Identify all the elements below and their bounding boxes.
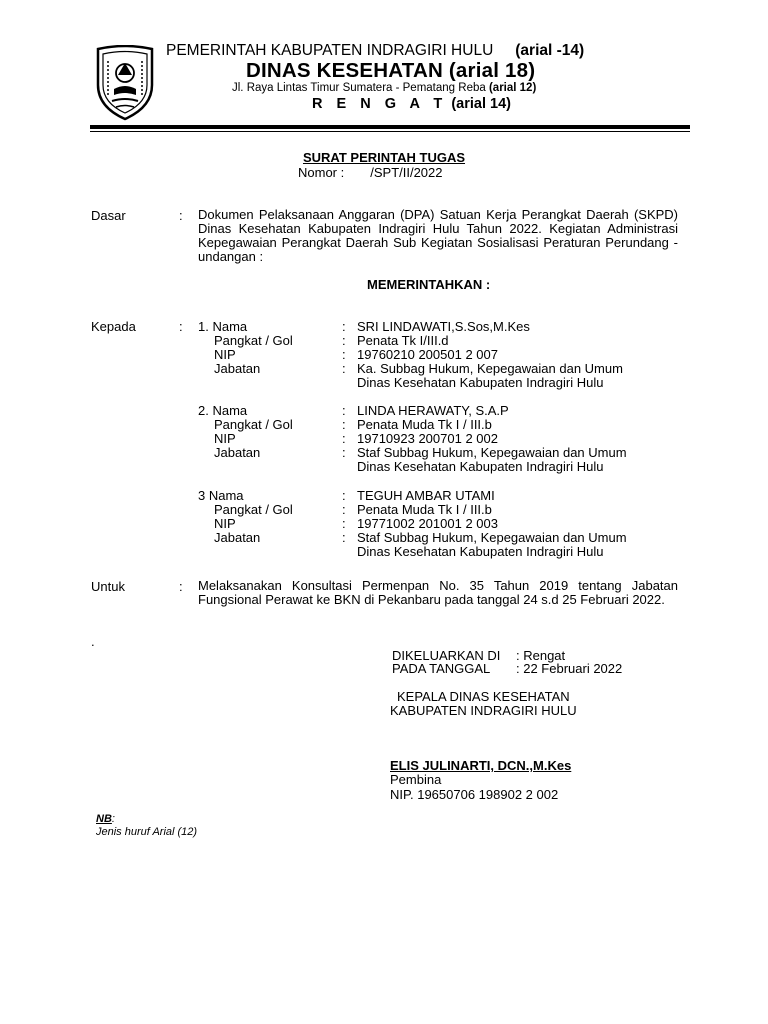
person-2-jabatan-line-2: Dinas Kesehatan Kabupaten Indragiri Hulu xyxy=(357,459,604,474)
person-2-jabatan-line-1: Staf Subbag Hukum, Kepegawaian dan Umum xyxy=(357,445,627,460)
header-address: Jl. Raya Lintas Timur Sumatera - Pematang Reba (arial 12) xyxy=(232,82,537,94)
person-3-colon: : xyxy=(342,516,346,531)
person-1-pangkat: Penata Tk I/III.d xyxy=(357,333,449,348)
signatory-office-line-2: KABUPATEN INDRAGIRI HULU xyxy=(390,703,577,718)
header-agency-name: DINAS KESEHATAN (arial 18) xyxy=(246,59,536,82)
person-2-number-label: 2. Nama xyxy=(198,403,248,418)
note-text: Jenis huruf Arial (12) xyxy=(96,826,198,838)
letter-title: SURAT PERINTAH TUGAS xyxy=(302,150,466,165)
issued-date-value: : 22 Februari 2022 xyxy=(516,661,623,676)
person-2-colon: : xyxy=(342,431,346,446)
memerintahkan-heading: MEMERINTAHKAN : xyxy=(367,277,491,292)
person-3-colon: : xyxy=(342,502,346,517)
person-1-pangkat-label: Pangkat / Gol xyxy=(214,333,293,348)
kepada-colon: : xyxy=(179,319,183,334)
dasar-label: Dasar xyxy=(91,208,126,223)
dasar-colon: : xyxy=(179,208,183,223)
person-1-jabatan-line-2: Dinas Kesehatan Kabupaten Indragiri Hulu xyxy=(357,375,604,390)
letter-number: Nomor : /SPT/II/2022 xyxy=(298,165,443,180)
person-2-colon: : xyxy=(342,417,346,432)
person-1-nip-label: NIP xyxy=(214,347,236,362)
signatory-office-line-1: KEPALA DINAS KESEHATAN xyxy=(397,689,570,704)
person-3-nip-label: NIP xyxy=(214,516,236,531)
signatory-nip: NIP. 19650706 198902 2 002 xyxy=(390,787,559,802)
person-2-pangkat-label: Pangkat / Gol xyxy=(214,417,293,432)
stray-dot: . xyxy=(91,634,95,649)
issued-place-value: : Rengat xyxy=(516,648,566,663)
header-city: R E N G A T (arial 14) xyxy=(312,96,511,112)
dasar-text: Dokumen Pelaksanaan Anggaran (DPA) Satuan Kerja Perangkat Daerah (SKPD) Dinas Kesehatan Kabupaten Indragiri Hulu Tahun 2022. Kegiatan Administrasi Kepegawaian Perangkat Daerah Sub Kegiatan Sosialisasi Peraturan Perundang - undangan : xyxy=(198,207,678,264)
person-1-nip: 19760210 200501 2 007 xyxy=(357,347,498,362)
person-3-colon: : xyxy=(342,530,346,545)
untuk-colon: : xyxy=(179,579,183,594)
header-rule-thick xyxy=(90,125,690,129)
untuk-text: Melaksanakan Konsultasi Permenpan No. 35 Tahun 2019 tentang Jabatan Fungsional Perawat ke BKN di Pekanbaru pada tanggal 24 s.d 25 Februari 2022. xyxy=(198,578,678,607)
person-1-jabatan-label: Jabatan xyxy=(214,361,261,376)
person-3-jabatan-line-1: Staf Subbag Hukum, Kepegawaian dan Umum xyxy=(357,530,627,545)
issued-date-label: PADA TANGGAL xyxy=(392,661,491,676)
header-rule-thin xyxy=(90,131,690,132)
person-2-nip-label: NIP xyxy=(214,431,236,446)
person-2-colon: : xyxy=(342,403,346,418)
person-2-nip: 19710923 200701 2 002 xyxy=(357,431,498,446)
signatory-rank: Pembina xyxy=(390,772,442,787)
person-1-colon: : xyxy=(342,319,346,334)
person-2-name: LINDA HERAWATY, S.A.P xyxy=(357,403,509,418)
person-2-colon: : xyxy=(342,445,346,460)
person-2-pangkat: Penata Muda Tk I / III.b xyxy=(357,417,492,432)
person-3-pangkat-label: Pangkat / Gol xyxy=(214,502,293,517)
person-3-colon: : xyxy=(342,488,346,503)
person-3-pangkat: Penata Muda Tk I / III.b xyxy=(357,502,492,517)
person-3-nip: 19771002 201001 2 003 xyxy=(357,516,498,531)
signatory-name: ELIS JULINARTI, DCN.,M.Kes xyxy=(390,758,572,773)
person-3-name: TEGUH AMBAR UTAMI xyxy=(357,488,495,503)
person-3-jabatan-line-2: Dinas Kesehatan Kabupaten Indragiri Hulu xyxy=(357,544,604,559)
regency-emblem-logo xyxy=(94,45,156,121)
note-label: NB: xyxy=(96,813,115,825)
person-1-colon: : xyxy=(342,347,346,362)
person-3-jabatan-label: Jabatan xyxy=(214,530,261,545)
untuk-label: Untuk xyxy=(91,579,125,594)
issued-place-label: DIKELUARKAN DI xyxy=(392,648,501,663)
person-1-jabatan-line-1: Ka. Subbag Hukum, Kepegawaian dan Umum xyxy=(357,361,623,376)
header-government-name: PEMERINTAH KABUPATEN INDRAGIRI HULU (arial -14) xyxy=(166,42,585,59)
person-3-number-label: 3 Nama xyxy=(198,488,244,503)
person-2-jabatan-label: Jabatan xyxy=(214,445,261,460)
person-1-colon: : xyxy=(342,333,346,348)
kepada-label: Kepada xyxy=(91,319,136,334)
person-1-number-label: 1. Nama xyxy=(198,319,248,334)
person-1-colon: : xyxy=(342,361,346,376)
person-1-name: SRI LINDAWATI,S.Sos,M.Kes xyxy=(357,319,530,334)
